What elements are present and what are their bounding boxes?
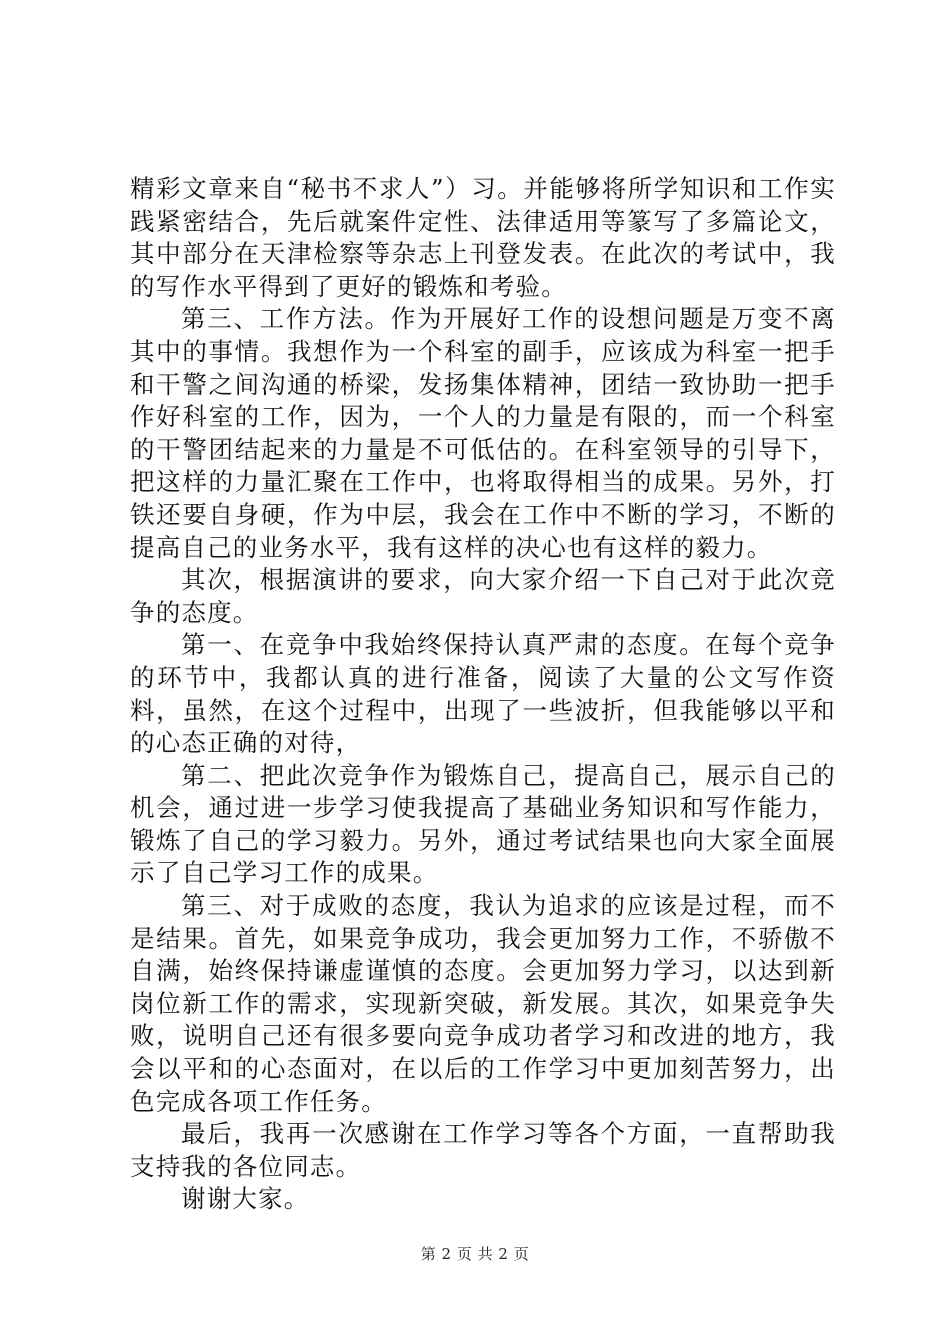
paragraph-5: 第二、把此次竞争作为锻炼自己，提高自己，展示自己的机会，通过进一步学习使我提高了基础业务知识和写作能力，锻炼了自己的学习毅力。另外，通过考试结果也向大家全面展示了自己学习工作的成果。 — [130, 760, 836, 888]
paragraph-1: 精彩文章来自“秘书不求人”）习。并能够将所学知识和工作实践紧密结合，先后就案件定性、法律适用等篆写了多篇论文，其中部分在天津检察等杂志上刊登发表。在此次的考试中，我的写作水平得到了更好的锻炼和考验。 — [130, 174, 836, 301]
page-footer: 第 2 页 共 2 页 — [420, 1245, 530, 1263]
paragraph-7: 最后，我再一次感谢在工作学习等各个方面，一直帮助我支持我的各位同志。 — [130, 1119, 836, 1181]
document-body — [130, 173, 836, 1216]
paragraph-2: 第三、工作方法。作为开展好工作的设想问题是万变不离其中的事情。我想作为一个科室的副手，应该成为科室一把手和干警之间沟通的桥梁，发扬集体精神，团结一致协助一把手作好科室的工作，因为，一个人的力量是有限的，而一个科室的干警团结起来的力量是不可低估的。在科室领导的引导下，把这样的力量汇聚在工作中，也将取得相当的成果。另外，打铁还要自身硬，作为中层，我会在工作中不断的学习，不断的提高自己的业务水平，我有这样的决心也有这样的毅力。 — [130, 304, 836, 562]
paragraph-6: 第三、对于成败的态度，我认为追求的应该是过程，而不是结果。首先，如果竞争成功，我会更加努力工作，不骄傲不自满，始终保持谦虚谨慎的态度。会更加努力学习，以达到新岗位新工作的需求，实现新突破，新发展。其次，如果竞争失败，说明自己还有很多要向竞争成功者学习和改进的地方，我会以平和的心态面对，在以后的工作学习中更加刻苦努力，出色完成各项工作任务。 — [130, 891, 836, 1116]
paragraph-4: 第一、在竞争中我始终保持认真严肃的态度。在每个竞争的环节中，我都认真的进行准备，阅读了大量的公文写作资料，虽然，在这个过程中，出现了一些波折，但我能够以平和的心态正确的对待， — [130, 630, 836, 758]
paragraph-3: 其次，根据演讲的要求，向大家介绍一下自己对于此次竞争的态度。 — [130, 565, 836, 627]
paragraph-8: 谢谢大家。 — [181, 1184, 310, 1214]
